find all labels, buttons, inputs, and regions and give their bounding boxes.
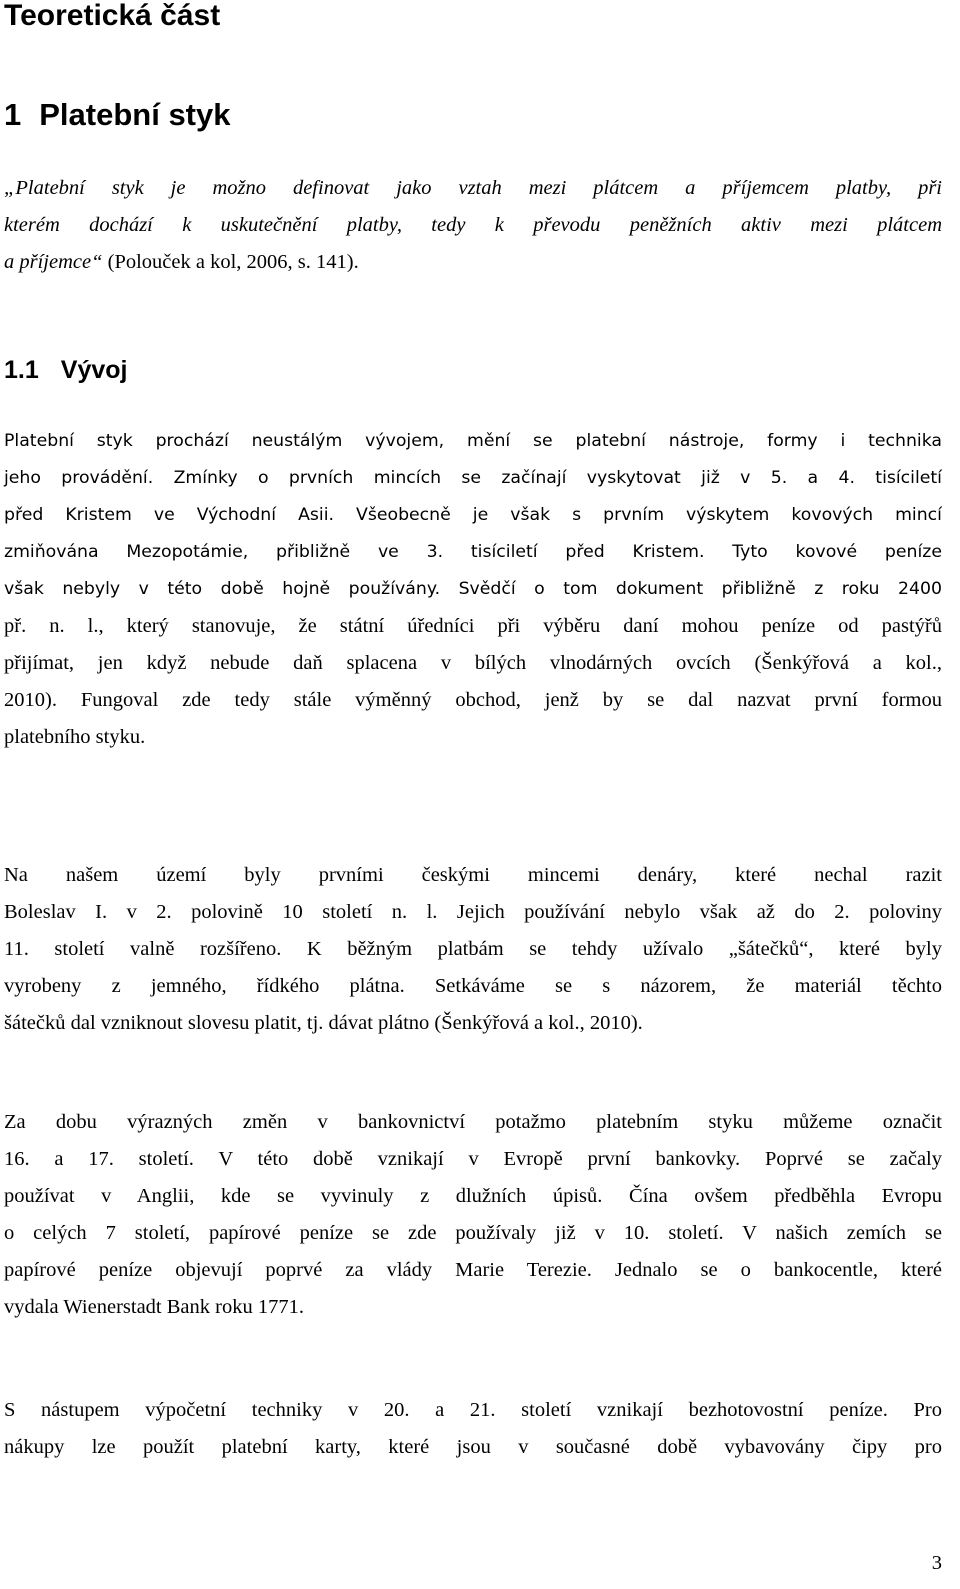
quote-italic-end: a příjemce“ — [4, 251, 103, 273]
chapter-number: 1 — [4, 97, 22, 132]
quote-line: kterém dochází k uskutečnění platby, tedy k převodu peněžních aktiv mezi plátcem — [4, 214, 942, 236]
quote-paragraph — [4, 170, 942, 281]
paragraph-line: jeho provádění. Zmínky o prvních mincích se začínají vyskytovat již v 5. a 4. tisíciletí — [4, 468, 942, 488]
paragraph-line: o celých 7 století, papírové peníze se zde používaly již v 10. století. V našich zemích se — [4, 1222, 942, 1244]
paragraph-line: 2010). Fungoval zde tedy stále výměnný obchod, jenž by se dal nazvat první formou — [4, 689, 942, 711]
paragraph-4 — [4, 1392, 942, 1466]
paragraph-line: Boleslav I. v 2. polovině 10 století n. l. Jejich používání nebylo však až do 2. poloviny — [4, 901, 942, 923]
paragraph-line: nákupy lze použít platební karty, které jsou v současné době vybavovány čipy pro — [4, 1436, 942, 1458]
part-title: Teoretická část — [4, 0, 221, 32]
paragraph-2 — [4, 857, 942, 1042]
section-title: Vývoj — [60, 356, 128, 384]
paragraph-line: platebního styku. — [4, 726, 146, 748]
paragraph-line: před Kristem ve Východní Asii. Všeobecně je však s prvním výskytem kovových mincí — [4, 505, 942, 525]
paragraph-1 — [4, 423, 942, 756]
paragraph-line: však nebyly v této době hojně používány. Svědčí o tom dokument přibližně z roku 2400 — [4, 579, 942, 599]
paragraph-line: Za dobu výrazných změn v bankovnictví potažmo platebním styku můžeme označit — [4, 1111, 942, 1133]
paragraph-line: Na našem území byly prvními českými mincemi denáry, které nechal razit — [4, 864, 942, 886]
section-heading — [4, 352, 127, 388]
paragraph-3 — [4, 1104, 942, 1326]
quote-line — [4, 244, 942, 281]
paragraph-line: 11. století valně rozšířeno. K běžným platbám se tehdy užívalo „šátečků“, které byly — [4, 938, 942, 960]
chapter-heading — [4, 95, 231, 135]
quote-citation: (Polouček a kol, 2006, s. 141). — [102, 251, 359, 273]
paragraph-line: papírové peníze objevují poprvé za vlády Marie Terezie. Jednalo se o bankocentle, které — [4, 1259, 942, 1281]
paragraph-line: přijímat, jen když nebude daň splacena v bílých vlnodárných ovcích (Šenkýřová a kol., — [4, 652, 942, 674]
paragraph-line: šátečků dal vzniknout slovesu platit, tj. dávat plátno (Šenkýřová a kol., 2010). — [4, 1012, 643, 1034]
paragraph-line: zmiňována Mezopotámie, přibližně ve 3. tisíciletí před Kristem. Tyto kovové peníze — [4, 542, 942, 562]
paragraph-line: vydala Wienerstadt Bank roku 1771. — [4, 1296, 304, 1318]
paragraph-line: př. n. l., který stanovuje, že státní úředníci při výběru daní mohou peníze od pastýřů — [4, 615, 942, 637]
quote-line: „Platební styk je možno definovat jako vztah mezi plátcem a příjemcem platby, při — [4, 177, 942, 199]
paragraph-line: používat v Anglii, kde se vyvinuly z dlužních úpisů. Čína ovšem předběhla Evropu — [4, 1185, 942, 1207]
paragraph-line: 16. a 17. století. V této době vznikají v Evropě první bankovky. Poprvé se začaly — [4, 1148, 942, 1170]
page-number: 3 — [931, 1552, 942, 1574]
chapter-title: Platební styk — [39, 97, 231, 132]
section-number: 1.1 — [4, 356, 39, 384]
paragraph-line: S nástupem výpočetní techniky v 20. a 21. století vznikají bezhotovostní peníze. Pro — [4, 1399, 942, 1421]
paragraph-line: Platební styk prochází neustálým vývojem, mění se platební nástroje, formy i technika — [4, 431, 942, 451]
paragraph-line: vyrobeny z jemného, řídkého plátna. Setkáváme se s názorem, že materiál těchto — [4, 975, 942, 997]
